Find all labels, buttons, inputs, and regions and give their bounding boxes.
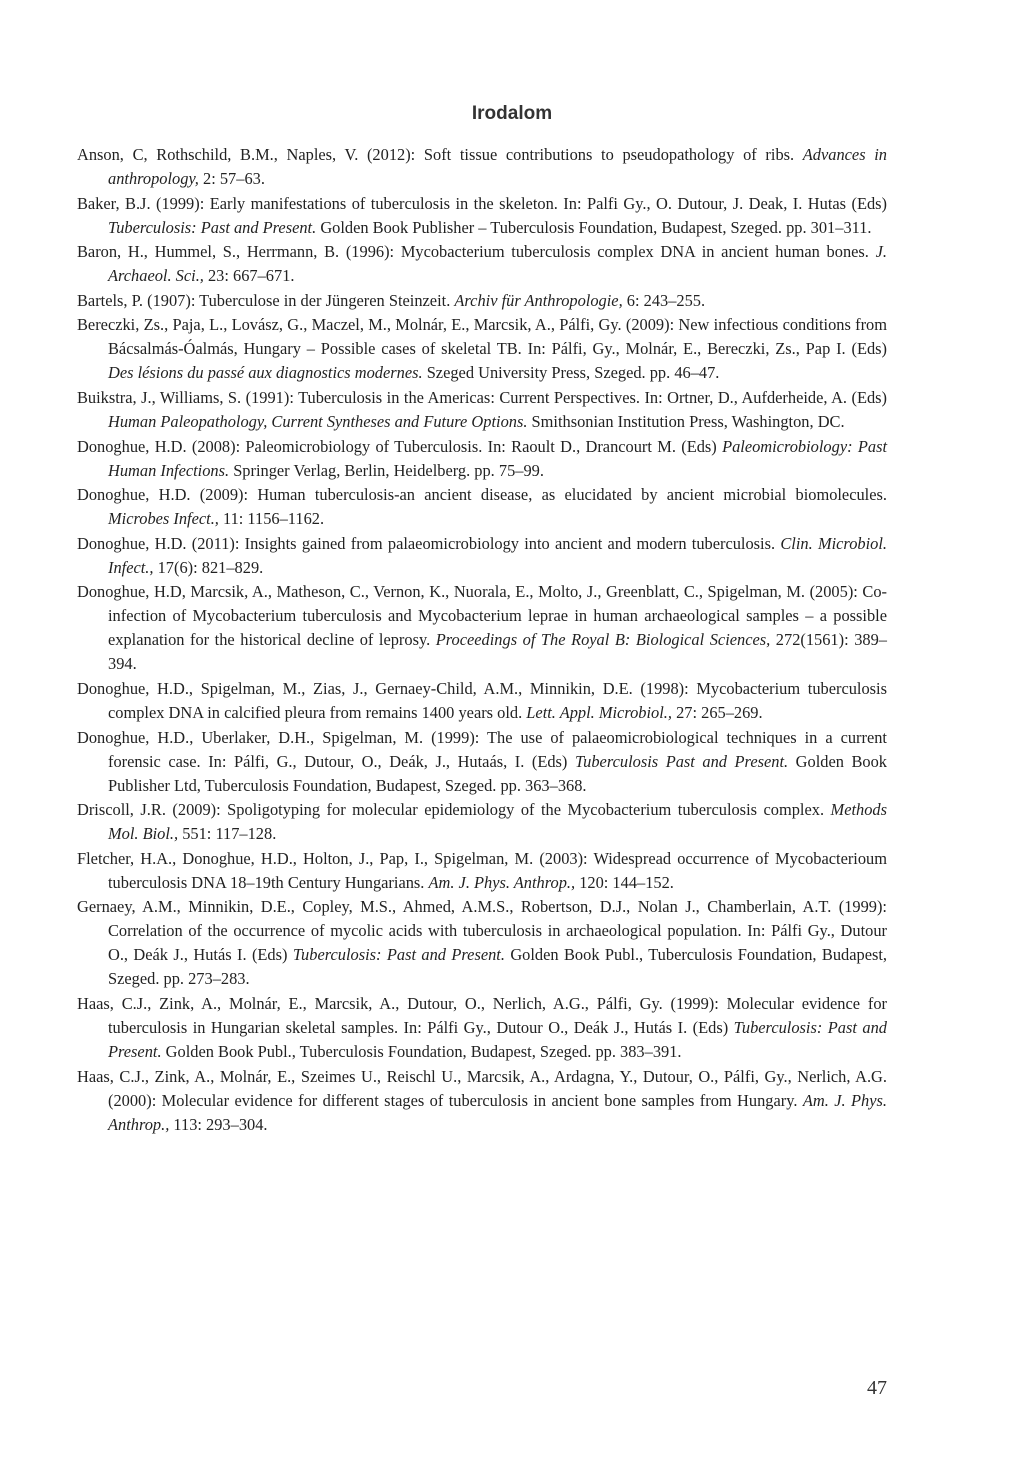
reference-list xyxy=(77,143,887,1137)
reference-entry xyxy=(77,895,887,991)
reference-entry xyxy=(77,798,887,846)
reference-text: 17(6): 821–829. xyxy=(153,557,264,577)
reference-source: Paleomicrobiology: Past Human Infections. xyxy=(108,436,887,480)
reference-source: Tuberculosis: Past and Present. xyxy=(292,945,505,965)
reference-source: Am. J. Phys. Anthrop., xyxy=(108,1090,887,1134)
reference-text: Baker, B.J. (1999): Early manifestations of tuberculosis in the skeleton. In: Palfi Gy., O. Dutour, J. Deak, I. Hutas (Eds) xyxy=(77,193,887,213)
reference-source: Tuberculosis: Past and Present. xyxy=(108,217,317,237)
reference-text: Bereczki, Zs., Paja, L., Lovász, G., Maczel, M., Molnár, E., Marcsik, A., Pálfi, Gy. (2009): New infectious conditions from Bácsalmás-Óalmás, Hungary – Possible cases of skeletal TB. In: Pálfi, Gy., Molnár, E., Bereczki, Zs., Pap I. (Eds) xyxy=(77,315,887,359)
reference-text: 2: 57–63. xyxy=(198,169,265,188)
page-number: 47 xyxy=(867,1377,887,1399)
section-heading: Irodalom xyxy=(471,103,553,124)
reference-entry xyxy=(77,289,887,313)
reference-text: Golden Book Publisher – Tuberculosis Foundation, Budapest, Szeged. pp. 301–311. xyxy=(316,217,872,237)
reference-text: Haas, C.J., Zink, A., Molnár, E., Szeimes U., Reischl U., Marcsik, A., Ardagna, Y., Dutour, O., Pálfi, Gy., Nerlich, A.G. (2000): Molecular evidence for different stages of tuberculosis in ancient bone samples from Hungary. xyxy=(77,1066,887,1110)
reference-text: 6: 243–255. xyxy=(622,290,706,310)
reference-entry xyxy=(77,1065,887,1137)
reference-entry xyxy=(77,532,887,580)
reference-text: 272(1561): 389–394. xyxy=(108,630,887,674)
reference-text: Smithsonian Institution Press, Washington, DC. xyxy=(527,411,845,431)
reference-source: Am. J. Phys. Anthrop., xyxy=(428,872,576,892)
reference-text: 120: 144–152. xyxy=(575,872,674,892)
reference-entry xyxy=(77,313,887,385)
reference-entry xyxy=(77,192,887,240)
reference-entry xyxy=(77,677,887,725)
reference-source: Methods Mol. Biol., xyxy=(108,800,887,844)
reference-source: Proceedings of The Royal B: Biological Sciences, xyxy=(435,630,771,650)
reference-entry xyxy=(77,240,887,288)
reference-text: Baron, H., Hummel, S., Herrmann, B. (1996): Mycobacterium tuberculosis complex DNA in ancient human bones. xyxy=(77,242,876,262)
reference-source: Des lésions du passé aux diagnostics modernes. xyxy=(108,363,423,383)
reference-text: Bartels, P. (1907): Tuberculose in der Jüngeren Steinzeit. xyxy=(77,290,455,310)
reference-text: Szeged University Press, Szeged. pp. 46–47. xyxy=(422,363,720,383)
reference-source: Tuberculosis Past and Present. xyxy=(574,751,789,771)
reference-entry xyxy=(77,992,887,1064)
reference-text: Donoghue, H.D., Uberlaker, D.H., Spigelman, M. (1999): The use of palaeomicrobiological techniques in a current forensic case. In: Pálfi, G., Dutour, O., Deák, J., Hutaás, I. (Eds) xyxy=(77,727,887,771)
reference-text: Donoghue, H.D. (2009): Human tuberculosis-an ancient disease, as elucidated by ancient microbial biomolecules. xyxy=(77,485,887,505)
reference-text: Golden Book Publ., Tuberculosis Foundation, Budapest, Szeged. pp. 273–283. xyxy=(108,945,887,989)
reference-text: 113: 293–304. xyxy=(169,1114,268,1134)
reference-text: 551: 117–128. xyxy=(178,824,277,844)
reference-text: Driscoll, J.R. (2009): Spoligotyping for molecular epidemiology of the Mycobacterium tuberculosis complex. xyxy=(77,800,831,820)
reference-entry xyxy=(77,143,887,191)
reference-text: Gernaey, A.M., Minnikin, D.E., Copley, M.S., Ahmed, A.M.S., Robertson, D.J., Nolan J., Chamberlain, A.T. (1999): Correlation of the occurrence of mycolic acids with tuberculosis in archaeological population. In: Pálfi Gy., Dutour O., Deák J., Hutás I. (Eds) xyxy=(77,897,887,965)
reference-text: Donoghue, H.D. (2011): Insights gained from palaeomicrobiology into ancient and modern tuberculosis. xyxy=(77,533,781,553)
reference-source: Microbes Infect., xyxy=(108,509,219,529)
reference-entry xyxy=(77,483,887,531)
reference-entry xyxy=(77,386,887,434)
reference-text: 27: 265–269. xyxy=(672,702,763,722)
reference-source: Advances in anthropology, xyxy=(108,145,887,188)
reference-entry xyxy=(77,847,887,895)
reference-text: Donoghue, H.D. (2008): Paleomicrobiology of Tuberculosis. In: Raoult D., Drancourt M. (Eds) xyxy=(77,436,723,456)
reference-text: Springer Verlag, Berlin, Heidelberg. pp. 75–99. xyxy=(229,460,544,480)
reference-source: Archiv für Anthropologie, xyxy=(454,290,623,310)
reference-source: J. Archaeol. Sci., xyxy=(108,242,887,286)
reference-entry xyxy=(77,580,887,676)
reference-text: 11: 1156–1162. xyxy=(218,509,325,529)
reference-text: Fletcher, H.A., Donoghue, H.D., Holton, J., Pap, I., Spigelman, M. (2003): Widespread occurrence of Mycobacterioum tuberculosis DNA 18–19th Century Hungarians. xyxy=(77,848,887,892)
reference-text: Donoghue, H.D, Marcsik, A., Matheson, C., Vernon, K., Nuorala, E., Molto, J., Greenblatt, C., Spigelman, M. (2005): Co-infection of Mycobacterium tuberculosis and Mycobacterium leprae in human archaeological samples – a possible explanation for the historical decline of leprosy. xyxy=(77,582,887,650)
reference-source: Lett. Appl. Microbiol., xyxy=(526,702,672,722)
reference-source: Human Paleopathology, Current Syntheses and Future Options. xyxy=(108,411,528,431)
reference-text: Anson, C, Rothschild, B.M., Naples, V. (2012): Soft tissue contributions to pseudopathology of ribs. xyxy=(77,145,803,164)
reference-source: Tuberculosis: Past and Present. xyxy=(108,1017,888,1061)
reference-text: Golden Book Publisher Ltd, Tuberculosis Foundation, Budapest, Szeged. pp. 363–368. xyxy=(108,751,888,795)
reference-text: Haas, C.J., Zink, A., Molnár, E., Marcsik, A., Dutour, O., Nerlich, A.G., Pálfi, Gy. (1999): Molecular evidence for tuberculosis in Hungarian skeletal samples. In: Pálfi Gy., Dutour O., Deák J., Hutás I. (Eds) xyxy=(77,993,887,1037)
reference-entry xyxy=(77,435,887,483)
reference-text: Buikstra, J., Williams, S. (1991): Tuberculosis in the Americas: Current Perspectives. In: Ortner, D., Aufderheide, A. (Eds) xyxy=(77,387,887,407)
reference-entry xyxy=(77,726,887,798)
reference-text: Golden Book Publ., Tuberculosis Foundation, Budapest, Szeged. pp. 383–391. xyxy=(161,1041,682,1061)
reference-text: Donoghue, H.D., Spigelman, M., Zias, J., Gernaey-Child, A.M., Minnikin, D.E. (1998): Mycobacterium tuberculosis complex DNA in calcified pleura from remains 1400 years old. xyxy=(77,678,887,722)
reference-source: Clin. Microbiol. Infect., xyxy=(108,533,887,577)
reference-text: 23: 667–671. xyxy=(203,266,295,286)
